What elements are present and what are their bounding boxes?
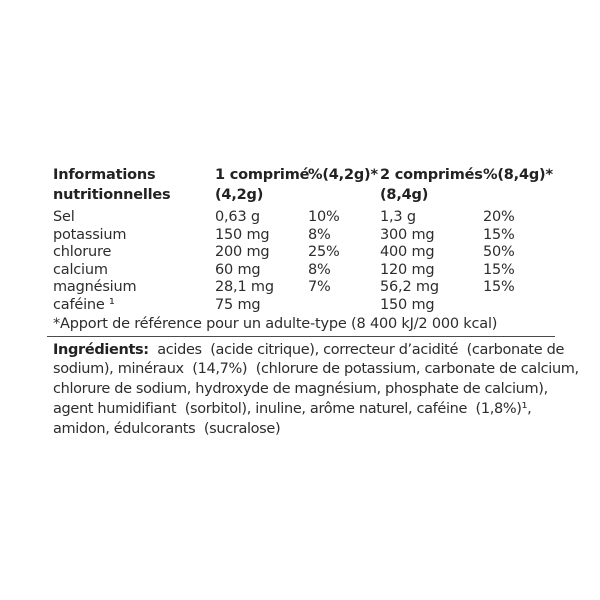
amount-per-1: 60 mg (215, 261, 261, 278)
amount-per-2: 400 mg (380, 244, 435, 261)
row-label: potassium (53, 226, 127, 243)
percent-per-2: 15% (483, 279, 515, 296)
header-line: nutritionnelles (53, 186, 171, 203)
percent-per-2 (483, 297, 558, 315)
amount-per-1: 28,1 mg (215, 279, 274, 296)
percent-per-2: 20% (483, 209, 515, 225)
ingredients-line: amidon, édulcorants (sucralose) (53, 420, 281, 437)
amount-per-2: 1,3 g (380, 209, 416, 225)
ingredients-line: sodium), minéraux (14,7%) (chlorure de potassium, carbonate de calcium, (53, 361, 579, 378)
header-line: (8,4g) (380, 186, 429, 203)
header-percent-one (308, 166, 380, 209)
amount-per-2: 150 mg (380, 296, 435, 313)
row-label: chlorure (53, 244, 112, 261)
amount-per-2: 300 mg (380, 226, 435, 243)
percent-per-2: 15% (483, 261, 515, 278)
amount-per-1: 150 mg (215, 226, 270, 243)
ingredients-line: agent humidifiant (sorbitol), inuline, arôme naturel, caféine (1,8%)¹, (53, 400, 532, 417)
header-percent-two (483, 166, 558, 209)
nutrition-table (53, 166, 558, 315)
row-label: calcium (53, 261, 108, 278)
percent-per-1: 25% (308, 244, 340, 261)
header-line: Informations (53, 167, 156, 183)
header-line: 1 comprimé (215, 167, 310, 183)
header-two-tablets (380, 166, 483, 209)
header-line: (4,2g) (215, 186, 264, 203)
header-line: %(4,2g)* (308, 167, 378, 183)
ingredients-paragraph (53, 341, 579, 440)
amount-per-1: 0,63 g (215, 209, 260, 225)
percent-per-1 (308, 297, 380, 315)
amount-per-1: 200 mg (215, 244, 270, 261)
percent-per-1: 8% (308, 261, 331, 278)
amount-per-2: 56,2 mg (380, 279, 439, 296)
row-label: magnésium (53, 279, 137, 296)
header-line: 2 comprimés (380, 167, 483, 183)
percent-per-2: 50% (483, 244, 515, 261)
header-one-tablet (215, 166, 308, 209)
header-line: %(8,4g)* (483, 167, 553, 183)
percent-per-2: 15% (483, 226, 515, 243)
amount-per-1: 75 mg (215, 296, 261, 313)
ingredients-line (53, 341, 565, 361)
amount-per-2: 120 mg (380, 261, 435, 278)
ingredients-text: acides (acide citrique), correcteur d’acidité (carbonate de (148, 341, 565, 358)
row-label: Sel (53, 209, 75, 225)
nutrition-label (53, 166, 579, 440)
row-label: caféine ¹ (53, 296, 115, 313)
ingredients-line: chlorure de sodium, hydroxyde de magnésium, phosphate de calcium), (53, 381, 548, 398)
divider-line (47, 336, 555, 337)
reference-intake-footnote: *Apport de référence pour un adulte-type (8 400 kJ/2 000 kcal) (53, 315, 498, 332)
ingredients-heading: Ingrédients: (53, 341, 149, 358)
header-nutrition-info (53, 166, 215, 209)
percent-per-1: 8% (308, 226, 331, 243)
percent-per-1: 10% (308, 209, 340, 225)
percent-per-1: 7% (308, 279, 331, 296)
